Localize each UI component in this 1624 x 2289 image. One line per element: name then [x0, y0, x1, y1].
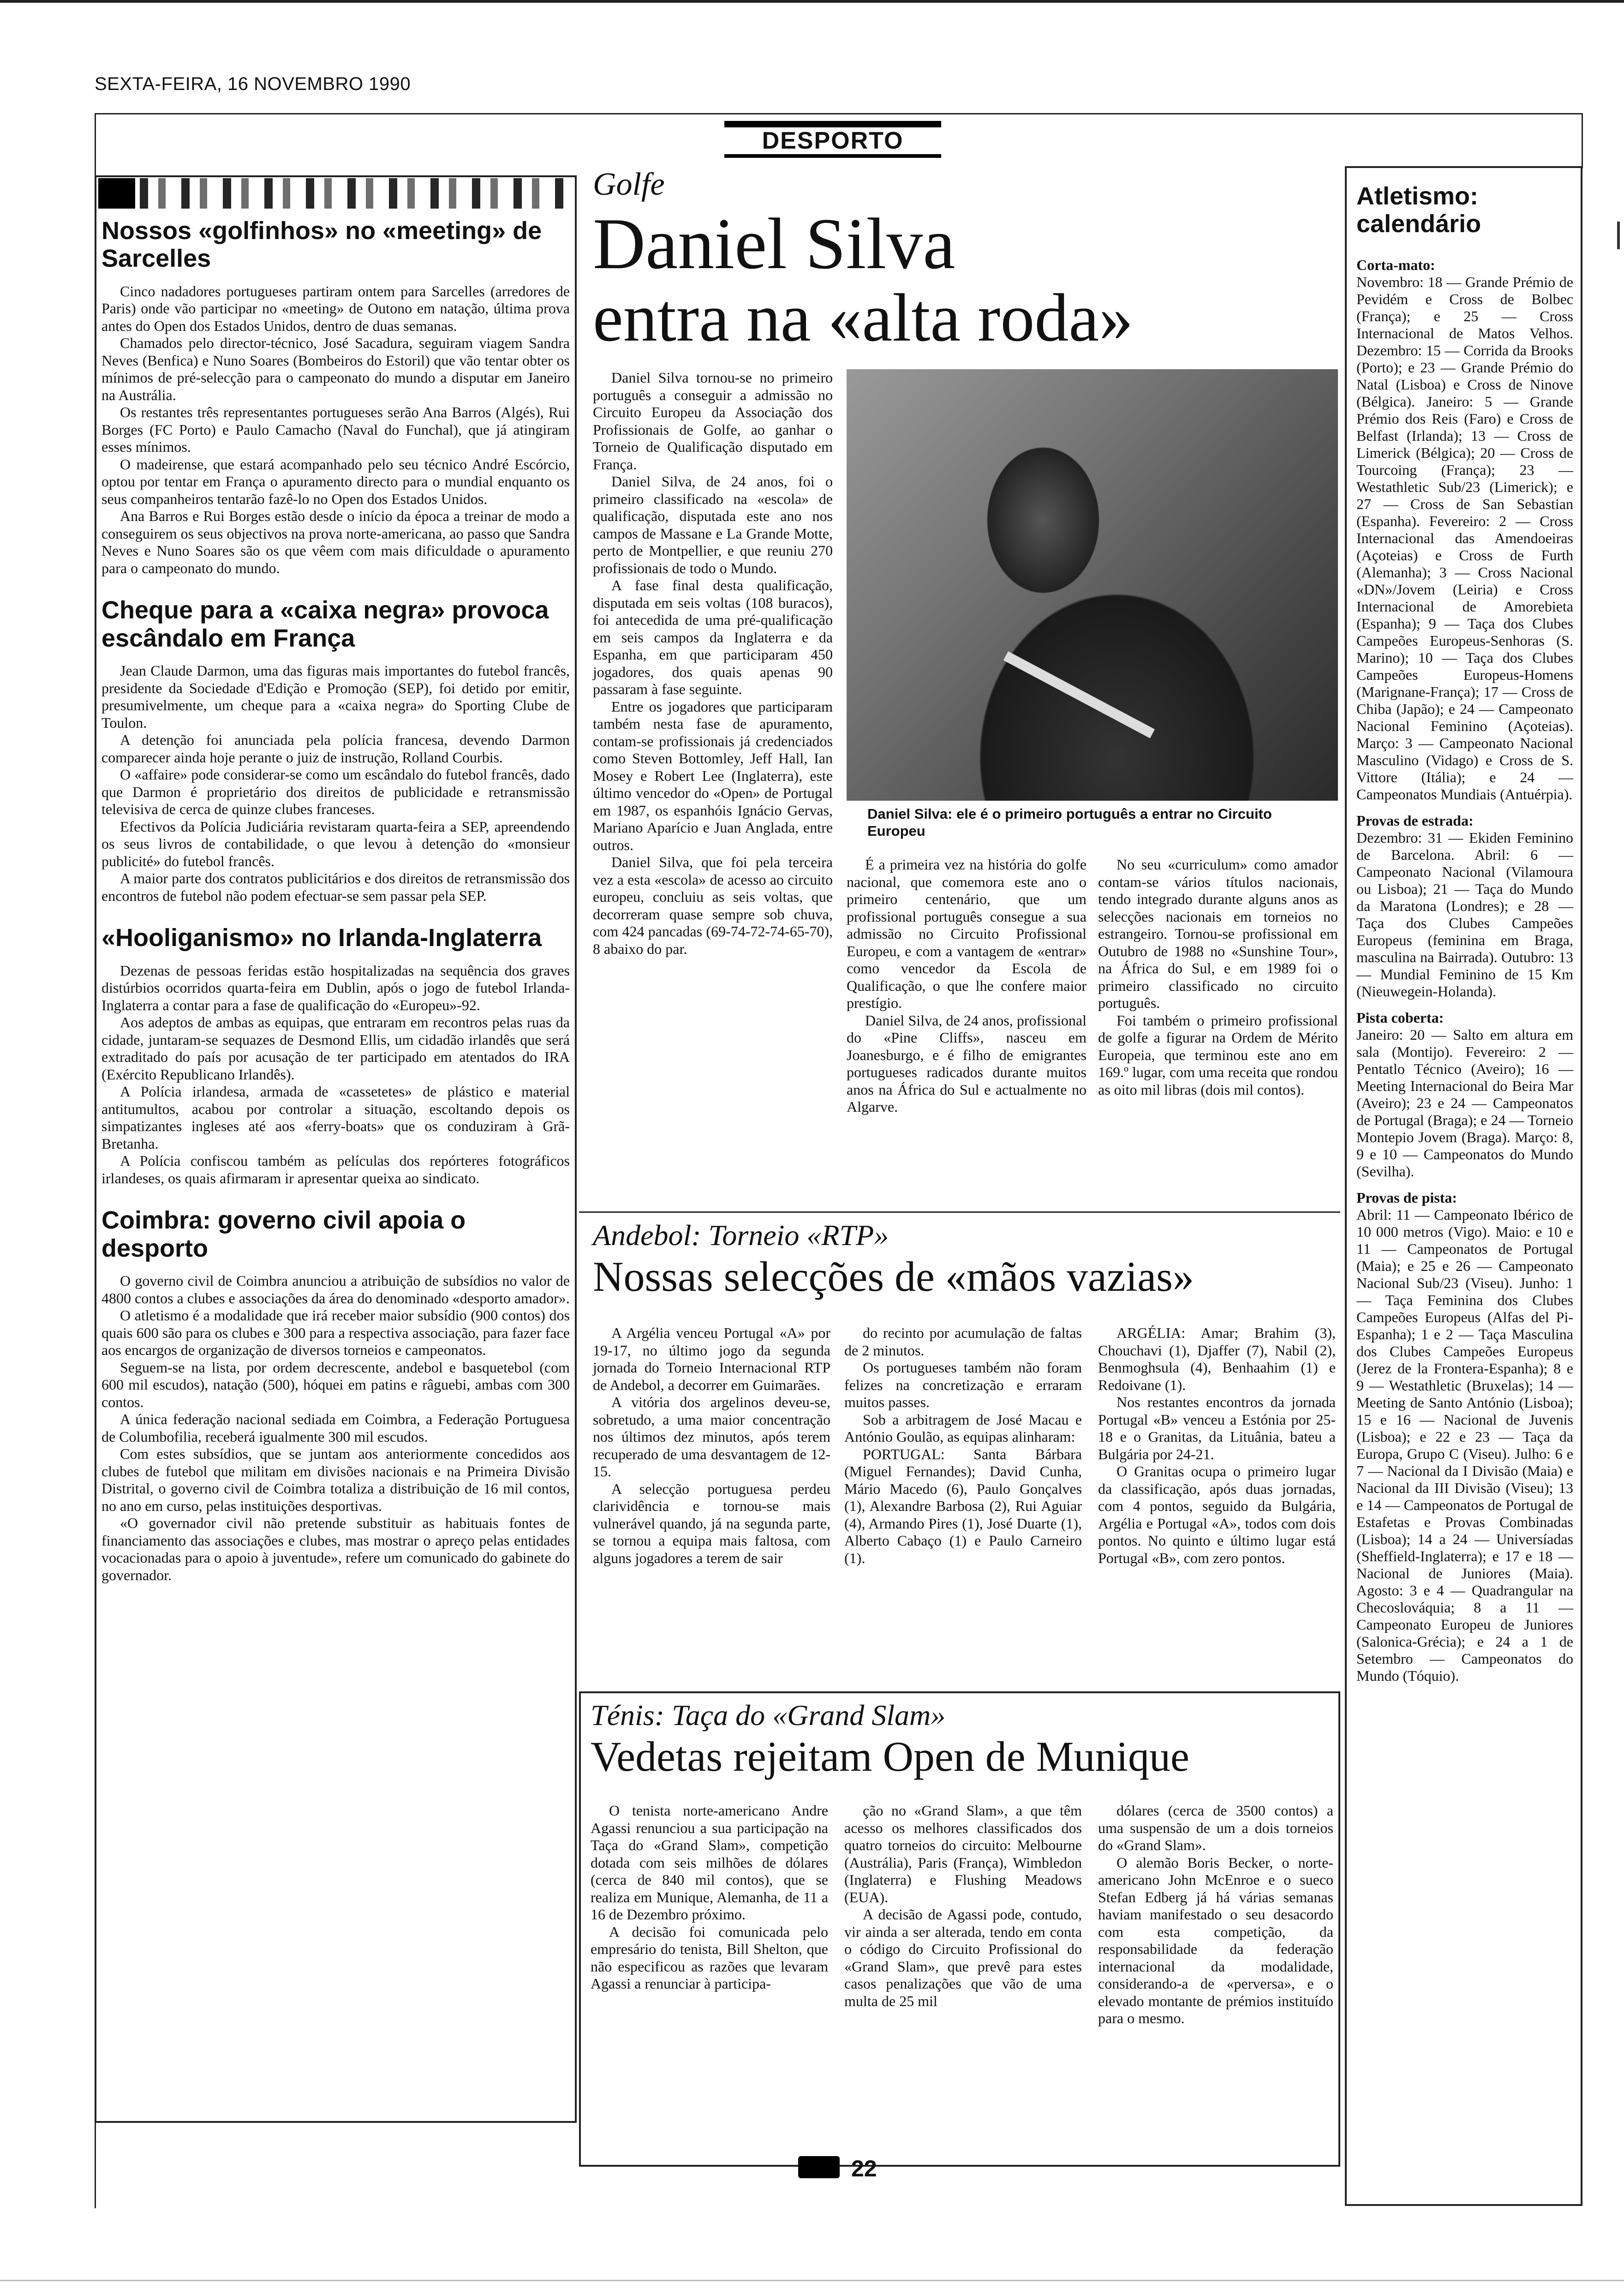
paragraph: Aos adeptos de ambas as equipas, que entraram em recontros pelas ruas da cidade, juntaram-se sequazes de Desmond Ellis, um cidadão irlandês que será extraditado do país por acusação de ter participado em atentados do IRA (Exército Republicano Irlandês).	[102, 1014, 570, 1083]
headline: Cheque para a «caixa negra» provoca escândalo em França	[102, 596, 549, 652]
paragraph: O madeirense, que estará acompanhado pelo seu técnico André Escórcio, optou por tentar em França o apuramento directo para o mundial enquanto os seus companheiros tentarão fazê-lo no Open dos Estados Unidos.	[102, 455, 570, 507]
paragraph: A selecção portuguesa perdeu clarividência e tornou-se mais vulnerável quando, já na segunda parte, se tornou a equipa mais faltosa, com alguns jogadores a terem de sair	[593, 1480, 830, 1566]
andebol-col2	[844, 1324, 1082, 1567]
article-cheque	[102, 596, 570, 905]
golfer-photo	[847, 369, 1338, 801]
sidebar-decorative-band	[98, 178, 573, 209]
paragraph: do recinto por acumulação de faltas de 2 minutos.	[844, 1324, 1082, 1359]
paragraph: Efectivos da Polícia Judiciária revistaram quarta-feira a SEP, apreendendo os seus livros de contabilidade, o que levou à detenção do «monsieur publicité» do futebol francês.	[102, 818, 570, 869]
headline: «Hooliganismo» no Irlanda-Inglaterra	[102, 924, 542, 952]
paragraph: «O governador civil não pretende substituir as habituais fontes de financiamento das associações e clubes, mas mostrar o apreço pelas entidades vocacionadas para o apoio à juventude», refere um comunicado do gabinete do governador.	[102, 1515, 570, 1583]
kicker: Ténis: Taça do «Grand Slam»	[591, 1699, 946, 1732]
atletismo-body	[1356, 257, 1573, 1684]
paragraph: Os portugueses também não foram felizes na concretização e erraram muitos passes.	[844, 1359, 1082, 1410]
paragraph: Daniel Silva, de 24 anos, foi o primeiro classificado na «escola» de qualificação, disputada este ano nos campos de Massane e La Grande Motte, perto de Montpellier, e que reuniu 270 profissionais de todo o Mundo.	[593, 473, 833, 576]
paragraph: A Polícia confiscou também as películas dos repórteres fotográficos irlandeses, os quais afirmaram ir apresentar queixa ao sindicato.	[102, 1152, 570, 1186]
andebol-title: Nossas selecções de «mãos vazias»	[593, 1253, 1194, 1300]
page-date: SEXTA-FEIRA, 16 NOVEMBRO 1990	[95, 74, 411, 94]
kicker: Andebol: Torneio «RTP»	[593, 1219, 889, 1252]
paragraph: Entre os jogadores que participaram também nesta fase de apuramento, contam-se profissionais já credenciados como Steven Bottomley, Jeff Hall, Ian Mosey e Robert Lee (Inglaterra), este último vencedor do «Open» de Portugal em 1987, os espanhóis Ignácio Gervas, Mariano Aparício e Juan Anglada, entre outros.	[593, 698, 833, 853]
tenis-col1	[591, 1802, 828, 1993]
paragraph: Daniel Silva tornou-se no primeiro português a conseguir a admissão no Circuito Europeu da Associação dos Profissionais de Golfe, ao ganhar o Torneio de Qualificação disputado em França.	[593, 369, 833, 473]
section-tag: DESPORTO	[724, 121, 941, 158]
paragraph: O Granitas ocupa o primeiro lugar da classificação, após duas jornadas, com 4 pontos, seguido da Bulgária, Argélia e Portugal «A», todos com dois pontos. No quinto e último lugar está Portugal «B», com zero pontos.	[1098, 1463, 1336, 1566]
frame-right-rule	[1582, 113, 1583, 168]
paragraph: O «affaire» pode considerar-se como um escândalo do futebol francês, dado que Darmon é proprietário dos direitos de publicidade e retransmissão televisiva de cerca de quinze clubes franceses.	[102, 766, 570, 818]
left-sidebar	[102, 217, 570, 1584]
paragraph: A decisão de Agassi pode, contudo, vir ainda a ser alterada, tendo em conta o código do Circuito Profissional do «Grand Slam», que prevê para estes casos penalizações que vão de uma multa de 25 mil	[844, 1906, 1082, 2009]
paragraph: O alemão Boris Becker, o norte-americano John McEnroe e o sueco Stefan Edberg já há várias semanas haviam manifestado o seu desacordo com esta competição, da responsabilidade da federação internacional da modalidade, considerando-a de «perversa», e o elevado montante de prémios instituído para o mesmo.	[1098, 1854, 1333, 2026]
paragraph: É a primeira vez na história do golfe nacional, que comemora este ano o primeiro centenário, que um profissional português consegue a sua admissão no Circuito Profissional Europeu, e com a vantagem de «entrar» como vencedor da Escola de Qualificação, o que lhe confere maior prestígio.	[847, 856, 1087, 1011]
paragraph: A Polícia irlandesa, armada de «cassetetes» de plástico e material antitumultos, acabou por controlar a situação, escoltando depois os simpatizantes ingleses até aos «ferry-boats» que os conduziram à Grã-Bretanha.	[102, 1083, 570, 1152]
kicker: Golfe	[593, 167, 665, 202]
andebol-top-rule	[579, 1211, 1340, 1213]
paragraph: ARGÉLIA: Amar; Brahim (3), Chouchavi (1), Djaffer (7), Nabil (2), Benmoghsula (4), Benhaahim (1) e Redoivane (1).	[1098, 1324, 1336, 1393]
paragraph: Daniel Silva, de 24 anos, profissional do «Pine Cliffs», nasceu em Joanesburgo, e é filho de emigrantes portugueses radicados durante muitos anos na África do Sul e actualmente no Algarve.	[847, 1012, 1087, 1115]
photo-caption: Daniel Silva: ele é o primeiro português a entrar no Circuito Europeu	[867, 806, 1272, 839]
paragraph: PORTUGAL: Santa Bárbara (Miguel Fernandes); David Cunha, Mário Macedo (6), Paulo Gonçalves (1), Alexandre Barbosa (2), Rui Aguiar (4), Armando Pires (1), José Duarte (1), Alberto Cabaço (1) e Paulo Carneiro (1).	[844, 1445, 1082, 1566]
atletismo	[1356, 182, 1573, 1684]
paragraph: A maior parte dos contratos publicitários e dos direitos de retransmissão dos encontros de futebol não podem efectuar-se sem passar pela SEP.	[102, 870, 570, 904]
subheading-pista-coberta: Pista coberta:	[1356, 1009, 1444, 1026]
paragraph: A Argélia venceu Portugal «A» por 19-17, no último jogo da segunda jornada do Torneio Internacional RTP de Andebol, a decorrer em Guimarães.	[593, 1324, 830, 1393]
article-golfinhos	[102, 217, 570, 577]
paragraph: ção no «Grand Slam», a que têm acesso os melhores classificados dos quatro torneios do circuito: Melbourne (Austrália), Paris (França), Wimbledon (Inglaterra) e Flushing Meadows (EUA).	[844, 1802, 1082, 1906]
paragraph: Jean Claude Darmon, uma das figuras mais importantes do futebol francês, presidente da Sociedade d'Edição e Promoção (SEP), foi detido por emitir, presumivelmente, um cheque para a «caixa negra» do Sporting Clube de Toulon.	[102, 662, 570, 731]
subheading-provas-estrada: Provas de estrada:	[1356, 812, 1474, 829]
paragraph: O tenista norte-americano Andre Agassi renunciou a sua participação na Taça do «Grand Slam», competição dotada com seis milhões de dólares (cerca de 840 mil contos), que se realiza em Munique, Alemanha, de 11 a 16 de Dezembro próximo.	[591, 1802, 828, 1923]
paragraph: Os restantes três representantes portugueses serão Ana Barros (Algés), Rui Borges (FC Porto) e Paulo Camacho (Naval do Funchal), que já atingiram esses mínimos.	[102, 404, 570, 455]
article-body	[102, 283, 570, 577]
paragraph: A única federação nacional sediada em Coimbra, a Federação Portuguesa de Columbofilia, receberá igualmente 300 mil escudos.	[102, 1411, 570, 1445]
paragraph: Daniel Silva, que foi pela terceira vez a esta «escola» de acesso ao circuito europeu, concluiu as seis voltas, que decorreram quase sempre sob chuva, com 424 pancadas (69-74-72-74-65-70), 8 abaixo do par.	[593, 854, 833, 957]
paragraph: A decisão foi comunicada pelo empresário do tenista, Bill Shelton, que não especificou as razões que levaram Agassi a renunciar à participa-	[591, 1923, 828, 1992]
bottom-rule	[0, 2280, 1624, 2281]
tenis-title: Vedetas rejeitam Open de Munique	[591, 1733, 1189, 1780]
paragraph: O governo civil de Coimbra anunciou a atribuição de subsídios no valor de 4800 contos a clubes e associações da área do denominado «desporto amador».	[102, 1272, 570, 1306]
paragraph: Janeiro: 20 — Salto em altura em sala (Montijo). Fevereiro: 2 — Pentatlo Técnico (Aveiro); 16 — Meeting Internacional do Beira Mar (Aveiro); 23 e 24 — Campeonatos de Portugal (Braga); e 24 — Torneio Montepio Jovem (Braga). Março: 8, 9 e 10 — Campeonatos do Mundo (Sevilha).	[1356, 1026, 1573, 1180]
paragraph: A detenção foi anunciada pela polícia francesa, devendo Darmon comparecer ainda hoje perante o juiz de instrução, Rolland Courbis.	[102, 731, 570, 766]
golf-col1	[593, 369, 833, 958]
golf-col3	[1098, 856, 1338, 1098]
paragraph: Dezenas de pessoas feridas estão hospitalizadas na sequência dos graves distúrbios ocorridos quarta-feira em Dublin, após o jogo de futebol Irlanda-Inglaterra a contar para a fase de qualificação do «Europeu»-92.	[102, 962, 570, 1013]
headline: Coimbra: governo civil apoia o desporto	[102, 1206, 466, 1262]
paragraph: Cinco nadadores portugueses partiram ontem para Sarcelles (arredores de Paris) onde vão participar no «meeting» de Outono em natação, última prova antes do Open dos Estados Unidos, dentro de duas semanas.	[102, 282, 570, 334]
article-body	[102, 662, 570, 905]
golf-article-header	[593, 166, 1336, 354]
paragraph: Chamados pelo director-técnico, José Sacadura, seguiram viagem Sandra Neves (Benfica) e Nuno Soares (Bombeiros do Estoril) que vão tentar obter os mínimos de pré-selecção para o campeonato do mundo a disputar em Janeiro na Austrália.	[102, 335, 570, 403]
paragraph: O atletismo é a modalidade que irá receber maior subsídio (900 contos) dos quais 600 são para os clubes e 300 para a respectiva associação, para fazer face aos encargos de organização de diversos torneios e campeonatos.	[102, 1307, 570, 1359]
article-coimbra	[102, 1206, 570, 1584]
andebol-col1	[593, 1324, 830, 1567]
paragraph: Foi também o primeiro profissional de golfe a figurar na Ordem de Mérito Europeia, que terminou este ano em 169.º lugar, com uma receita que rondou as oito mil libras (dois mil contos).	[1098, 1012, 1338, 1098]
subheading-provas-pista: Provas de pista:	[1356, 1189, 1457, 1206]
page-number: 22	[851, 2156, 877, 2181]
andebol-header	[593, 1218, 1336, 1299]
subheading-corta-mato: Corta-mato:	[1356, 256, 1435, 273]
paragraph: Dezembro: 31 — Ekiden Feminino de Barcelona. Abril: 6 — Campeonato Nacional (Vilamoura ou Lisboa); 21 — Taça do Mundo da Maratona (Londres); e 28 — Taça dos Clubes Campeões Europeus (feminina em Braga, masculina na Bairrada). Outubro: 13 — Mundial Feminino de 15 Km (Nieuwegein-Holanda).	[1356, 829, 1573, 1000]
main-title-line1: Daniel Silva	[593, 204, 955, 284]
paragraph: Sob a arbitragem de José Macau e António Goulão, as equipas alinharam:	[844, 1411, 1082, 1445]
tenis-header	[591, 1698, 1333, 1779]
tenis-col3	[1098, 1802, 1333, 2027]
article-body	[102, 1272, 570, 1584]
paragraph: A fase final desta qualificação, disputada em seis voltas (108 buracos), foi antecedida de uma pré-qualificação em seis campos da Inglaterra e da Espanha, em que participaram 450 jogadores, dos quais apenas 90 passaram à fase seguinte.	[593, 577, 833, 697]
paragraph: Nos restantes encontros da jornada Portugal «B» venceu a Estónia por 25-18 e o Granitas, da Lituânia, bateu a Bulgária por 24-21.	[1098, 1394, 1336, 1462]
paragraph: Seguem-se na lista, por ordem decrescente, andebol e basquetebol (com 600 mil escudos), natação (500), hóquei em patins e râguebi, ambas com 300 contos.	[102, 1359, 570, 1410]
paragraph: Ana Barros e Rui Borges estão desde o início da época a treinar de modo a conseguirem os seus objectivos na prova norte-americana, ao passo que Sandra Neves e Nuno Soares são os que vêem com mais dificuldade o apuramento para o campeonato do mundo.	[102, 508, 570, 576]
paragraph: Com estes subsídios, que se juntam aos anteriormente concedidos aos clubes de futebol que militam em divisões nacionais e na Primeira Divisão Distrital, o governo civil de Coimbra totaliza a distribuição de 16 mil contos, no ano em curso, pelas instituições desportivas.	[102, 1445, 570, 1514]
article-hooliganismo	[102, 924, 570, 1187]
paragraph: dólares (cerca de 3500 contos) a uma suspensão de um a dois torneios do «Grand Slam».	[1098, 1802, 1333, 1853]
golf-col2	[847, 856, 1087, 1116]
edge-mark	[1617, 222, 1620, 249]
paragraph: Abril: 11 — Campeonato Ibérico de 10 000 metros (Vigo). Maio: e 10 e 11 — Campeonatos de Portugal (Maia); e 25 e 26 — Campeonato Nacional Sub/23 (Viseu). Junho: 1 — Taça Feminina dos Clubes Campeões Europeus (Alfas del Pi-Espanha); 1 e 2 — Taça Masculina dos Clubes Campeões Europeus (Jerez de la Frontera-Espanha); 8 e 9 — Westathletic (Bruxelas); 14 — Meeting de Santo António (Lisboa); 15 e 16 — Nacional de Juvenis (Lisboa); e 22 e 23 — Taça da Europa, Grupo C (Viseu). Julho: 6 e 7 — Nacional da I Divisão (Maia) e Nacional da III Divisão (Viseu); 13 e 14 — Campeonatos de Portugal de Estafetas e Provas Combinadas (Lisboa); 14 a 24 — Universíadas (Sheffield-Inglaterra); e 17 e 18 — Nacional de Juniores (Maia). Agosto: 3 e 4 — Quadrangular na Checoslováquia; 8 a 11 — Campeonato Europeu de Juniores (Salonica-Grécia); e 24 a 1 de Setembro — Campeonatos do Mundo (Tóquio).	[1356, 1206, 1573, 1684]
paragraph: A vitória dos argelinos deveu-se, sobretudo, a uma maior concentração nos últimos dez minutos, após terem recuperado de uma desvantagem de 12-15.	[593, 1394, 830, 1480]
top-border-line	[0, 0, 1624, 3]
paragraph: Novembro: 18 — Grande Prémio de Pevidém e Cross de Bolbec (França); e 25 — Cross Internacional de Matos Velhos. Dezembro: 15 — Corrida da Brooks (Porto); e 23 — Grande Prémio do Natal (Lisboa) e Cross de Ninove (Bélgica). Janeiro: 5 — Grande Prémio dos Reis (Faro) e Cross de Belfast (Irlanda); 13 — Cross de Limerick (Bélgica); 20 — Cross de Tourcoing (França); 23 — Westathletic Sub/23 (Limerick); e 27 — Cross de San Sebastian (Espanha). Fevereiro: 2 — Cross Internacional das Amendoeiras (Açoteias) e Cross de Furth (Alemanha); 3 — Cross Nacional «DN»/Jovem (Leiria) e Cross Internacional de Amorebieta (Espanha); 9 — Taça dos Clubes Campeões Europeus-Senhoras (S. Marino); 10 — Taça dos Clubes Campeões Europeus-Homens (Marignane-França); 17 — Cross de Chiba (Japão); e 24 — Campeonato Nacional Feminino (Açoteias). Março: 3 — Campeonato Nacional Masculino (Vidago) e Cross de S. Vittore (Itália); e 24 — Campeonatos Mundiais (Antuérpia).	[1356, 273, 1573, 803]
andebol-col3	[1098, 1324, 1336, 1567]
page-number-wrap	[805, 2155, 877, 2182]
headline: Nossos «golfinhos» no «meeting» de Sarcelles	[102, 217, 542, 273]
main-title-line2: entra na «alta roda»	[593, 280, 1134, 356]
atletismo-title: Atletismo: calendário	[1356, 182, 1481, 238]
paragraph: No seu «curriculum» como amador contam-se vários títulos nacionais, tendo integrado durante alguns anos as selecções nacionais em torneios no estrangeiro. Tornou-se profissional em Outubro de 1988 no «Sunshine Tour», na África do Sul, e em 1989 foi o primeiro classificado no circuito português.	[1098, 856, 1338, 1011]
article-body	[102, 962, 570, 1187]
sidebar-band-block	[98, 178, 135, 209]
tenis-col2	[844, 1802, 1082, 2010]
